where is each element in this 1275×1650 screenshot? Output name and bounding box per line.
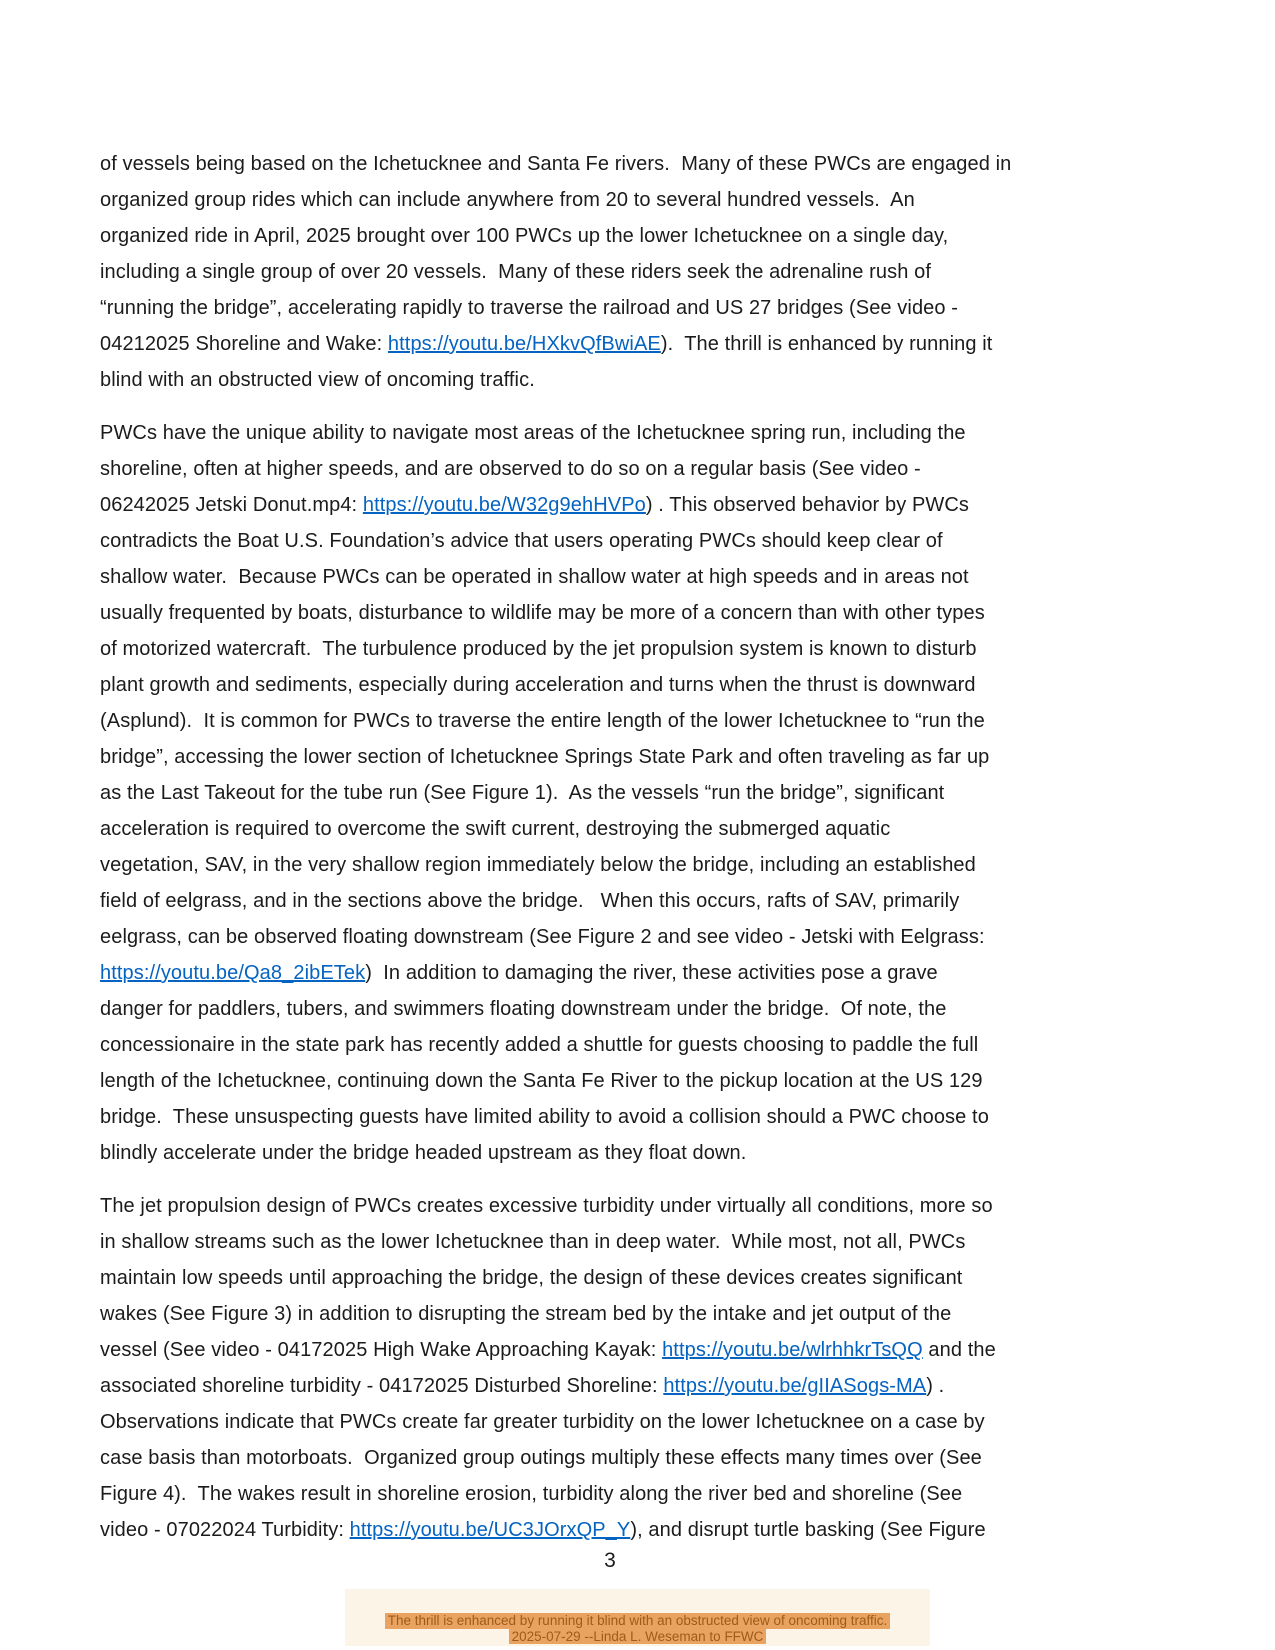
text-segment: wakes (See Figure 3) in addition to disrupting the stream bed by the intake and jet output of the <box>100 1303 952 1325</box>
text-segment: ) . This observed behavior by PWCs <box>645 494 970 516</box>
text-segment: shallow water. Because PWCs can be operated in shallow water at high speeds and in areas not <box>100 566 969 588</box>
text-line <box>100 182 1200 218</box>
text-segment: (Asplund). It is common for PWCs to traverse the entire length of the lower Ichetucknee to “run the <box>100 710 985 732</box>
text-line <box>100 1224 1200 1260</box>
text-segment: concessionaire in the state park has recently added a shuttle for guests choosing to paddle the full <box>100 1034 979 1056</box>
text-line <box>100 739 1200 775</box>
text-segment: ) . <box>926 1375 945 1397</box>
text-segment: organized group rides which can include anywhere from 20 to several hundred vessels. An <box>100 189 915 211</box>
annotation-line-2 <box>0 1629 1275 1645</box>
hyperlink[interactable]: https://youtu.be/HXkvQfBwiAE <box>387 333 661 355</box>
hyperlink[interactable]: https://youtu.be/UC3JOrxQP_Y <box>349 1519 631 1541</box>
document-body <box>100 146 1200 1565</box>
hyperlink[interactable]: https://youtu.be/gIIASogs-MA <box>663 1375 927 1397</box>
text-segment: bridge”, accessing the lower section of Ichetucknee Springs State Park and often traveling as far up <box>100 746 990 768</box>
text-segment: including a single group of over 20 vessels. Many of these riders seek the adrenaline rush of <box>100 261 931 283</box>
text-line <box>100 1027 1200 1063</box>
text-segment: ). The thrill is enhanced by running it <box>660 333 993 355</box>
text-line <box>100 290 1200 326</box>
hyperlink[interactable]: https://youtu.be/wlrhhkrTsQQ <box>662 1339 923 1361</box>
text-line <box>100 415 1200 451</box>
text-line <box>100 955 1200 991</box>
text-line <box>100 146 1200 182</box>
text-segment: “running the bridge”, accelerating rapidly to traverse the railroad and US 27 bridges (See video - <box>100 297 959 319</box>
text-line <box>100 775 1200 811</box>
text-segment: eelgrass, can be observed floating downstream (See Figure 2 and see video - Jetski with Eelgrass: <box>100 926 985 948</box>
text-segment: Observations indicate that PWCs create far greater turbidity on the lower Ichetucknee on a case by <box>100 1411 985 1433</box>
text-line <box>100 631 1200 667</box>
annotation-highlight-1: The thrill is enhanced by running it blind with an obstructed view of oncoming traffic. <box>385 1613 891 1629</box>
text-line <box>100 1188 1200 1224</box>
text-segment: contradicts the Boat U.S. Foundation’s advice that users operating PWCs should keep clear of <box>100 530 943 552</box>
text-line <box>100 487 1200 523</box>
text-segment: ) In addition to damaging the river, these activities pose a grave <box>365 962 938 984</box>
text-segment: ), and disrupt turtle basking (See Figure <box>630 1519 986 1541</box>
text-line <box>100 1296 1200 1332</box>
text-segment: 06242025 Jetski Donut.mp4: <box>100 494 363 516</box>
hyperlink[interactable]: https://youtu.be/Qa8_2ibETek <box>100 962 366 984</box>
text-line <box>100 559 1200 595</box>
text-segment: vegetation, SAV, in the very shallow region immediately below the bridge, including an established <box>100 854 976 876</box>
text-line <box>100 1440 1200 1476</box>
text-line <box>100 362 1200 398</box>
text-line <box>100 326 1200 362</box>
text-segment: of vessels being based on the Ichetucknee and Santa Fe rivers. Many of these PWCs are engaged in <box>100 153 1012 175</box>
hyperlink[interactable]: https://youtu.be/W32g9ehHVPo <box>362 494 646 516</box>
text-line <box>100 254 1200 290</box>
text-line <box>100 667 1200 703</box>
text-line <box>100 811 1200 847</box>
text-line <box>100 1476 1200 1512</box>
text-segment: PWCs have the unique ability to navigate most areas of the Ichetucknee spring run, including the <box>100 422 966 444</box>
text-segment: field of eelgrass, and in the sections above the bridge. When this occurs, rafts of SAV, primarily <box>100 890 960 912</box>
text-line <box>100 218 1200 254</box>
text-segment: as the Last Takeout for the tube run (See Figure 1). As the vessels “run the bridge”, significant <box>100 782 945 804</box>
text-segment: Figure 4). The wakes result in shoreline erosion, turbidity along the river bed and shoreline (See <box>100 1483 963 1505</box>
text-line <box>100 451 1200 487</box>
annotation-highlight-2: 2025-07-29 --Linda L. Weseman to FFWC <box>509 1629 767 1645</box>
text-line <box>100 1332 1200 1368</box>
annotation-line-1 <box>0 1613 1275 1629</box>
text-line <box>100 919 1200 955</box>
paragraph <box>100 415 1200 1171</box>
text-segment: plant growth and sediments, especially during acceleration and turns when the thrust is downward <box>100 674 976 696</box>
text-line <box>100 595 1200 631</box>
text-segment: of motorized watercraft. The turbulence produced by the jet propulsion system is known to disturb <box>100 638 977 660</box>
text-line <box>100 883 1200 919</box>
text-segment: maintain low speeds until approaching the bridge, the design of these devices creates significant <box>100 1267 963 1289</box>
text-segment: associated shoreline turbidity - 04172025 Disturbed Shoreline: <box>100 1375 664 1397</box>
text-segment: shoreline, often at higher speeds, and are observed to do so on a regular basis (See video - <box>100 458 921 480</box>
text-segment: vessel (See video - 04172025 High Wake Approaching Kayak: <box>100 1339 663 1361</box>
text-segment: and the <box>922 1339 996 1361</box>
text-segment: bridge. These unsuspecting guests have limited ability to avoid a collision should a PWC choose to <box>100 1106 989 1128</box>
paragraph <box>100 146 1200 398</box>
text-segment: 04212025 Shoreline and Wake: <box>100 333 388 355</box>
text-segment: video - 07022024 Turbidity: <box>100 1519 350 1541</box>
page-number: 3 <box>604 1549 616 1572</box>
text-segment: acceleration is required to overcome the swift current, destroying the submerged aquatic <box>100 818 891 840</box>
text-line <box>100 1135 1200 1171</box>
paragraph <box>100 1188 1200 1548</box>
text-line <box>100 991 1200 1027</box>
text-line <box>100 523 1200 559</box>
text-line <box>100 847 1200 883</box>
text-line <box>100 1404 1200 1440</box>
text-segment: danger for paddlers, tubers, and swimmers floating downstream under the bridge. Of note, the <box>100 998 947 1020</box>
text-line <box>100 703 1200 739</box>
text-segment: organized ride in April, 2025 brought over 100 PWCs up the lower Ichetucknee on a single day, <box>100 225 949 247</box>
text-segment: blindly accelerate under the bridge headed upstream as they float down. <box>100 1142 747 1164</box>
text-segment: length of the Ichetucknee, continuing down the Santa Fe River to the pickup location at the US 129 <box>100 1070 983 1092</box>
text-line <box>100 1512 1200 1548</box>
text-segment: usually frequented by boats, disturbance to wildlife may be more of a concern than with other types <box>100 602 985 624</box>
text-line <box>100 1063 1200 1099</box>
annotation-note <box>0 1613 1275 1644</box>
text-line <box>100 1368 1200 1404</box>
text-segment: blind with an obstructed view of oncoming traffic. <box>100 369 535 391</box>
text-line <box>100 1260 1200 1296</box>
text-segment: in shallow streams such as the lower Ichetucknee than in deep water. While most, not all, PWCs <box>100 1231 966 1253</box>
text-line <box>100 1099 1200 1135</box>
text-segment: The jet propulsion design of PWCs creates excessive turbidity under virtually all conditions, more so <box>100 1195 993 1217</box>
text-segment: case basis than motorboats. Organized group outings multiply these effects many times over (See <box>100 1447 982 1469</box>
